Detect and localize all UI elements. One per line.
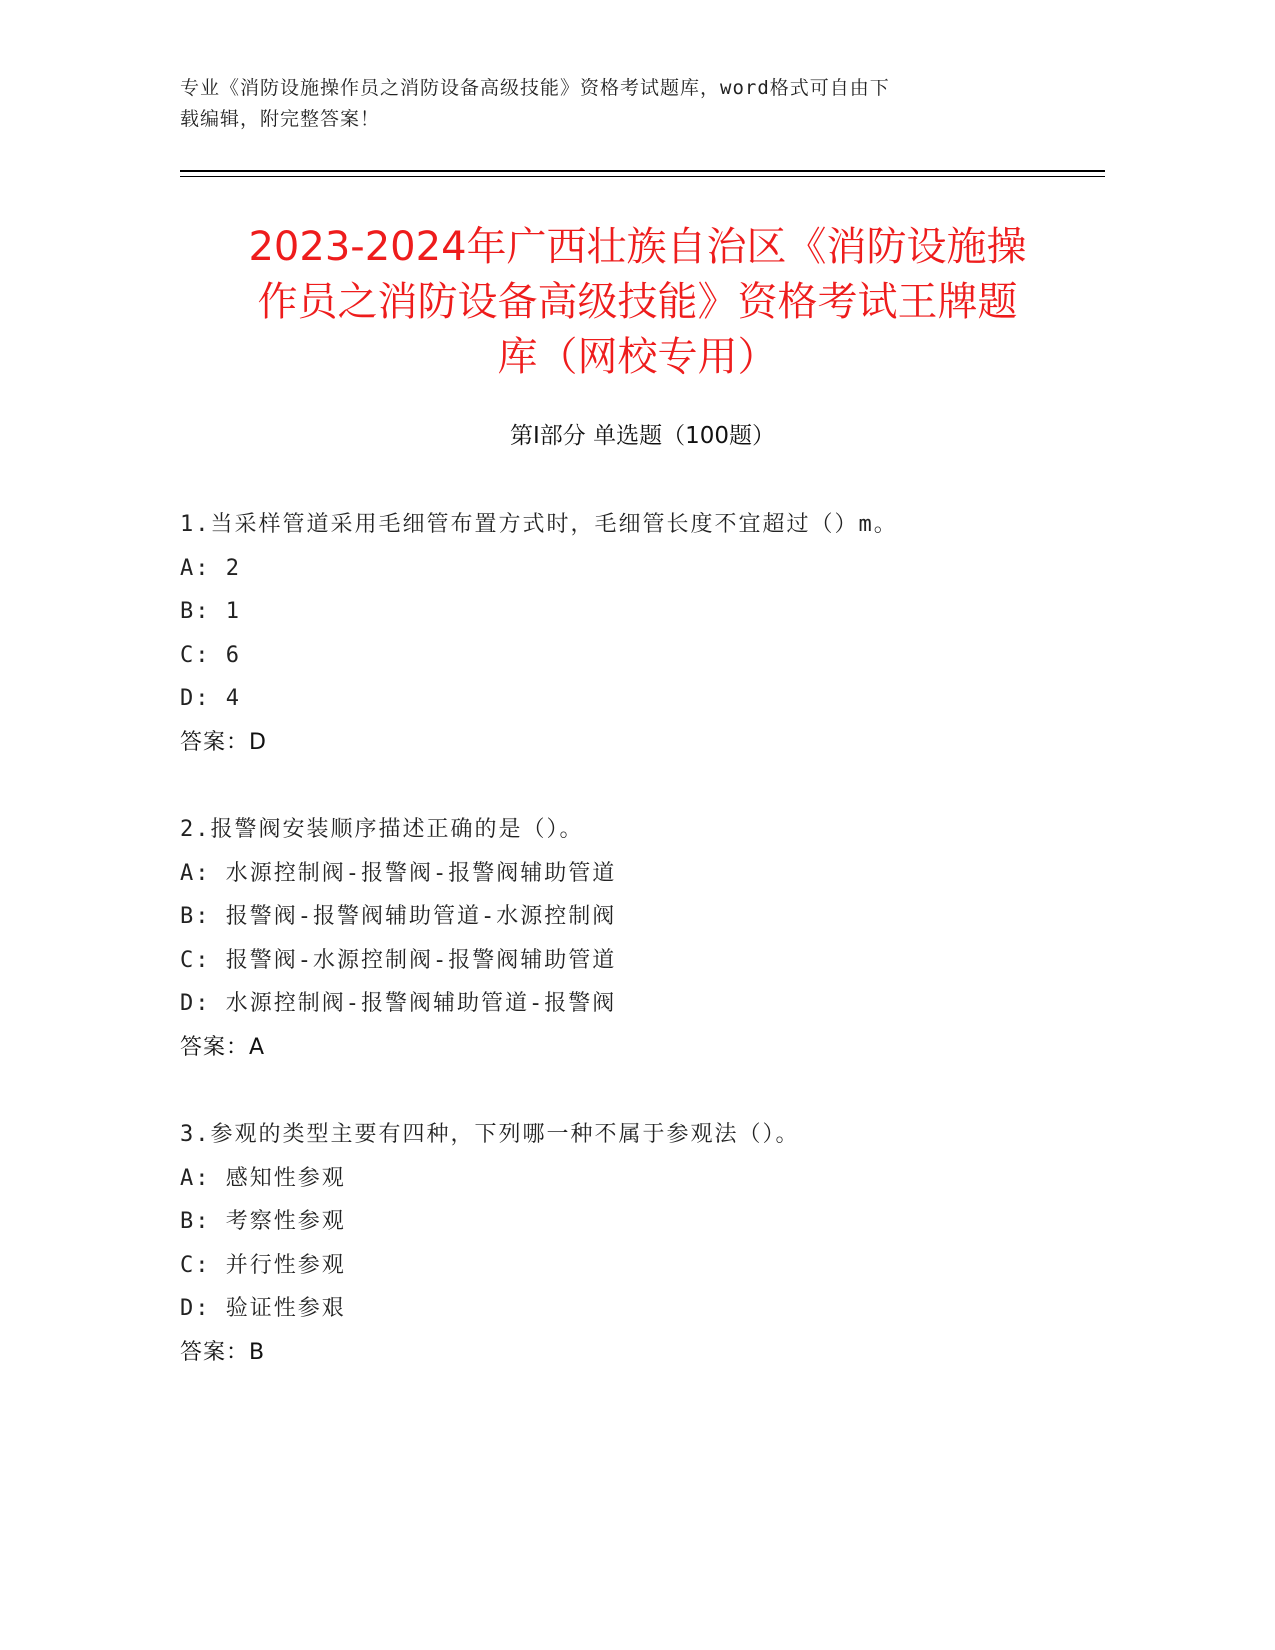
answer-label: 答案：A xyxy=(180,1034,266,1060)
option-c: C: 报警阀-水源控制阀-报警阀辅助管道 xyxy=(180,947,617,973)
header-divider-thick xyxy=(180,170,1105,172)
question-stem: 3.参观的类型主要有四种，下列哪一种不属于参观法（）。 xyxy=(180,1122,800,1147)
option-a: A: 水源控制阀-报警阀-报警阀辅助管道 xyxy=(180,860,617,886)
question-3 xyxy=(180,1113,1105,1374)
option-c: C: 并行性参观 xyxy=(180,1252,346,1278)
question-stem: 1.当采样管道采用毛细管布置方式时，毛细管长度不宜超过（）m。 xyxy=(180,512,898,537)
document-title-line-1: 2023-2024年广西壮族自治区《消防设施操 xyxy=(248,224,1027,270)
option-b: B: 1 xyxy=(180,599,241,624)
option-a: A: 2 xyxy=(180,555,241,581)
header-note xyxy=(180,73,1040,135)
option-c: C: 6 xyxy=(180,642,241,668)
question-2 xyxy=(180,808,1105,1069)
document-title xyxy=(170,220,1105,385)
option-a: A: 感知性参观 xyxy=(180,1165,346,1191)
option-d: D: 4 xyxy=(180,686,241,711)
document-title-line-2: 作员之消防设备高级技能》资格考试王牌题 xyxy=(257,279,1018,325)
header-note-line-2: 载编辑，附完整答案！ xyxy=(180,108,381,130)
header-divider-thin xyxy=(180,176,1105,177)
question-1 xyxy=(180,503,1105,764)
header-note-line-1: 专业《消防设施操作员之消防设备高级技能》资格考试题库，word格式可自由下 xyxy=(180,77,890,99)
answer-label: 答案：B xyxy=(180,1339,266,1365)
document-title-line-3: 库（网校专用） xyxy=(497,334,778,380)
option-b: B: 考察性参观 xyxy=(180,1209,346,1234)
option-d: D: 验证性参艰 xyxy=(180,1296,346,1321)
option-d: D: 水源控制阀-报警阀辅助管道-报警阀 xyxy=(180,991,617,1016)
section-heading: 第Ⅰ部分 单选题（100题） xyxy=(510,423,775,449)
question-stem: 2.报警阀安装顺序描述正确的是（）。 xyxy=(180,817,584,842)
answer-label: 答案：D xyxy=(180,729,267,755)
option-b: B: 报警阀-报警阀辅助管道-水源控制阀 xyxy=(180,904,617,929)
